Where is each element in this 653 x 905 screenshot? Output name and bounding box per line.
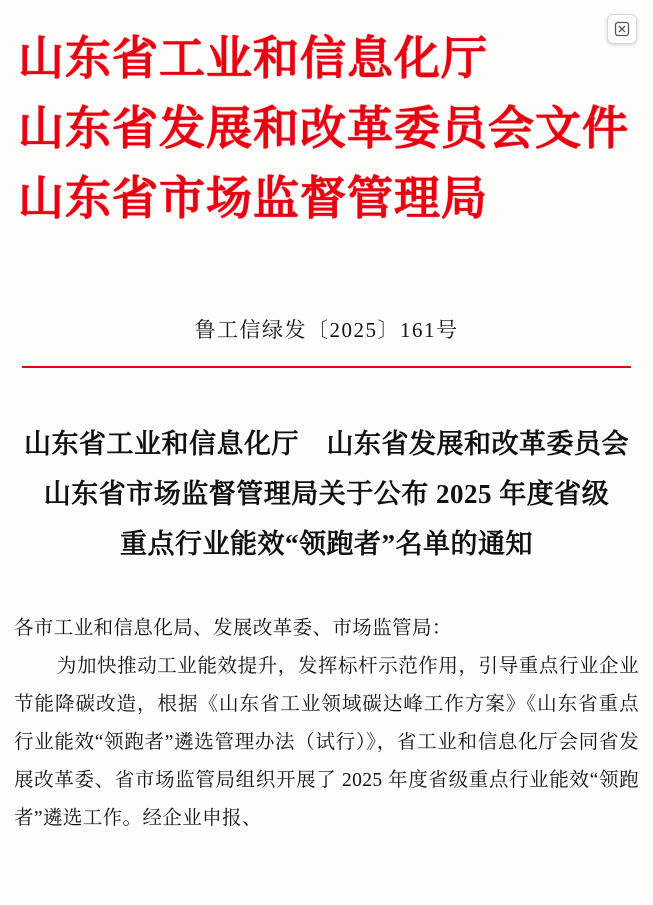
salutation: 各市工业和信息化局、发展改革委、市场监管局： bbox=[14, 618, 452, 640]
title-line-2: 山东省市场监督管理局关于公布 2025 年度省级 bbox=[43, 479, 610, 510]
close-icon[interactable] bbox=[607, 14, 637, 44]
masthead-line-1: 山东省工业和信息化厅 bbox=[18, 33, 488, 84]
document-title bbox=[0, 420, 653, 570]
masthead-line-3: 山东省市场监督管理局 bbox=[18, 172, 488, 224]
document-body bbox=[0, 610, 653, 838]
document-number: 鲁工信绿发〔2025〕161号 bbox=[194, 317, 459, 342]
document-masthead bbox=[0, 0, 653, 234]
masthead-line-2: 山东省发展和改革委员会文件 bbox=[18, 102, 629, 154]
red-divider bbox=[22, 366, 631, 369]
title-line-1: 山东省工业和信息化厅 山东省发展和改革委员会 bbox=[24, 429, 629, 460]
body-paragraph-1: 为加快推动工业能效提升，发挥标杆示范作用，引导重点行业企业节能降碳改造，根据《山东省工业领域碳达峰工作方案》《山东省重点行业能效“领跑者”遴选管理办法（试行）》，省工业和信息化厅会同省发展改革委、省市场监管局组织开展了 2025 年度省级重点行业能效“领跑者”遴选工作。经企业申报、 bbox=[14, 656, 639, 830]
title-line-3: 重点行业能效“领跑者”名单的通知 bbox=[120, 529, 533, 560]
